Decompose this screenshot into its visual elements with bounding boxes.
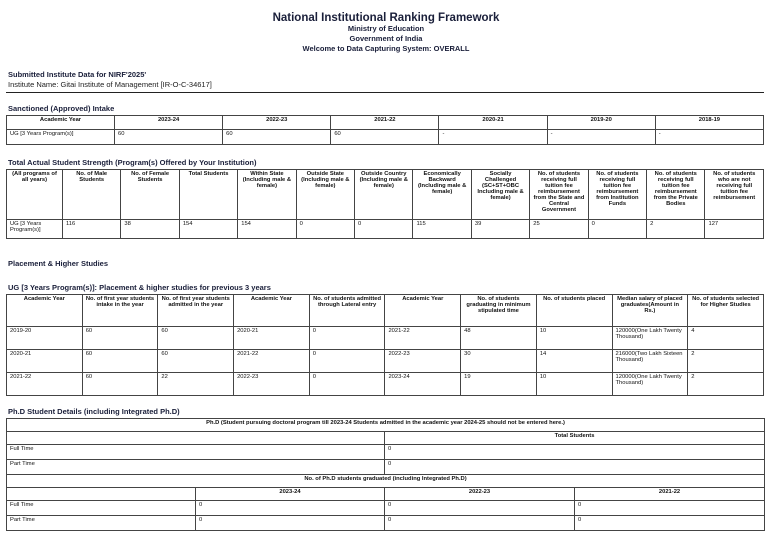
- strength-cell: 154: [238, 220, 296, 239]
- strength-table: [6, 169, 764, 239]
- strength-cell: 116: [63, 220, 121, 239]
- phd-pursuing-title: Ph.D (Student pursuing doctoral program till 2023-24 Students admitted in the academic year 2024-25 should not be entered here.): [7, 419, 765, 432]
- phd-row-value: 0: [385, 501, 575, 516]
- phd-row-value: 0: [196, 516, 385, 531]
- phd-total-heading-row: [7, 432, 765, 445]
- placement-cell: 0: [309, 350, 385, 373]
- placement-cell: 0: [309, 327, 385, 350]
- phd-table: [6, 418, 765, 531]
- placement-header: Academic Year: [234, 295, 310, 327]
- placement-cell: 30: [461, 350, 537, 373]
- phd-graduated-header-row: [7, 488, 765, 501]
- phd-row-value: 0: [385, 445, 765, 460]
- phd-graduated-row: [7, 501, 765, 516]
- institute-name: Institute Name: Gitai Institute of Management [IR-O-C-34617]: [8, 80, 212, 89]
- placement-header: No. of first year students admitted in the year: [158, 295, 234, 327]
- placement-cell: 14: [536, 350, 612, 373]
- phd-pursuing-row: [7, 460, 765, 475]
- intake-cell: 60: [223, 130, 331, 145]
- strength-cell: 0: [588, 220, 646, 239]
- intake-cell: -: [439, 130, 547, 145]
- placement-cell: 60: [158, 327, 234, 350]
- strength-header: No. of students receiving full tuition fee reimbursement from the Private Bodies: [647, 170, 705, 220]
- strength-header: No. of students receiving full tuition fee reimbursement from the State and Central Government: [530, 170, 588, 220]
- placement-header: No. of students placed: [536, 295, 612, 327]
- placement-cell: 60: [158, 350, 234, 373]
- strength-cell: 154: [179, 220, 237, 239]
- strength-header: No. of students who are not receiving full tuition fee reimbursement: [705, 170, 764, 220]
- intake-header: 2022-23: [223, 116, 331, 130]
- placement-cell: 4: [688, 327, 764, 350]
- page-title: National Institutional Ranking Framework: [272, 12, 500, 24]
- placement-section-title: Placement & Higher Studies: [8, 259, 109, 268]
- phd-graduated-heading-row: [7, 475, 765, 488]
- ministry-line: Ministry of Education: [347, 24, 425, 33]
- phd-row-value: 0: [385, 460, 765, 475]
- strength-header: (All programs of all years): [7, 170, 63, 220]
- intake-header: 2023-24: [115, 116, 223, 130]
- phd-graduated-header: 2022-23: [385, 488, 575, 501]
- placement-row: [7, 327, 764, 350]
- strength-header-row: [7, 170, 764, 220]
- intake-header: Academic Year: [7, 116, 115, 130]
- placement-cell: 120000(One Lakh Twenty Thousand): [612, 327, 688, 350]
- placement-cell: 48: [461, 327, 537, 350]
- strength-cell: 115: [413, 220, 471, 239]
- placement-header: No. of students admitted through Lateral entry: [309, 295, 385, 327]
- strength-header: Economically Backward (Including male & female): [413, 170, 471, 220]
- phd-row-label: Part Time: [7, 516, 196, 531]
- placement-cell: 0: [309, 373, 385, 396]
- placement-cell: 2: [688, 373, 764, 396]
- strength-header: Total Students: [179, 170, 237, 220]
- phd-graduated-title: No. of Ph.D students graduated (including Integrated Ph.D): [7, 475, 765, 488]
- intake-row: [7, 130, 764, 145]
- placement-cell: 10: [536, 373, 612, 396]
- placement-header: No. of students graduating in minimum stipulated time: [461, 295, 537, 327]
- intake-cell: 60: [115, 130, 223, 145]
- intake-header: 2020-21: [439, 116, 547, 130]
- placement-cell: 60: [82, 327, 158, 350]
- strength-header: No. of students receiving full tuition fee reimbursement from Institution Funds: [588, 170, 646, 220]
- intake-header-row: [7, 116, 764, 130]
- placement-cell: 2020-21: [7, 350, 83, 373]
- placement-header: Academic Year: [385, 295, 461, 327]
- placement-cell: 2020-21: [234, 327, 310, 350]
- placement-cell: 2022-23: [385, 350, 461, 373]
- intake-header: 2018-19: [655, 116, 763, 130]
- phd-empty-cell: [7, 432, 385, 445]
- strength-title: Total Actual Student Strength (Program(s) Offered by Your Institution): [8, 158, 257, 167]
- placement-row: [7, 350, 764, 373]
- intake-cell: -: [655, 130, 763, 145]
- placement-header: Academic Year: [7, 295, 83, 327]
- divider: [6, 92, 764, 93]
- phd-graduated-header: 2023-24: [196, 488, 385, 501]
- placement-cell: 60: [82, 350, 158, 373]
- strength-header: Within State (Including male & female): [238, 170, 296, 220]
- placement-title: UG [3 Years Program(s)]: Placement & higher studies for previous 3 years: [8, 283, 271, 292]
- intake-cell: 60: [331, 130, 439, 145]
- placement-cell: 2022-23: [234, 373, 310, 396]
- placement-cell: 10: [536, 327, 612, 350]
- placement-cell: 22: [158, 373, 234, 396]
- intake-header: 2021-22: [331, 116, 439, 130]
- strength-cell: 2: [647, 220, 705, 239]
- placement-cell: 2: [688, 350, 764, 373]
- strength-row: [7, 220, 764, 239]
- placement-header: No. of first year students intake in the year: [82, 295, 158, 327]
- strength-header: No. of Male Students: [63, 170, 121, 220]
- phd-graduated-row: [7, 516, 765, 531]
- page-header: [0, 12, 772, 54]
- phd-pursuing-row: [7, 445, 765, 460]
- phd-row-value: 0: [575, 501, 765, 516]
- intake-table: [6, 115, 764, 145]
- placement-cell: 216000(Two Lakh Sixteen Thousand): [612, 350, 688, 373]
- phd-row-value: 0: [575, 516, 765, 531]
- phd-title: Ph.D Student Details (including Integrated Ph.D): [8, 407, 180, 416]
- placement-cell: 2023-24: [385, 373, 461, 396]
- placement-row: [7, 373, 764, 396]
- strength-header: Socially Challenged (SC+ST+OBC Including male & female): [471, 170, 529, 220]
- strength-cell: 38: [121, 220, 179, 239]
- phd-graduated-header: [7, 488, 196, 501]
- phd-row-label: Full Time: [7, 501, 196, 516]
- strength-header: Outside State (Including male & female): [296, 170, 354, 220]
- placement-cell: 2019-20: [7, 327, 83, 350]
- phd-total-students-header: Total Students: [385, 432, 765, 445]
- placement-table: [6, 294, 764, 396]
- phd-row-label: Full Time: [7, 445, 385, 460]
- strength-cell: 0: [355, 220, 413, 239]
- placement-header: Median salary of placed graduates(Amount in Rs.): [612, 295, 688, 327]
- phd-pursuing-heading-row: [7, 419, 765, 432]
- welcome-line: Welcome to Data Capturing System: OVERALL: [302, 44, 470, 53]
- placement-cell: 19: [461, 373, 537, 396]
- placement-header-row: [7, 295, 764, 327]
- submission-title: Submitted Institute Data for NIRF'2025': [8, 70, 147, 79]
- placement-cell: 2021-22: [385, 327, 461, 350]
- strength-header: No. of Female Students: [121, 170, 179, 220]
- strength-header: Outside Country (Including male & female): [355, 170, 413, 220]
- placement-cell: 2021-22: [7, 373, 83, 396]
- placement-cell: 2021-22: [234, 350, 310, 373]
- strength-cell: 39: [471, 220, 529, 239]
- placement-header: No. of students selected for Higher Studies: [688, 295, 764, 327]
- strength-cell: UG [3 Years Program(s)]: [7, 220, 63, 239]
- strength-cell: 0: [296, 220, 354, 239]
- phd-row-value: 0: [196, 501, 385, 516]
- strength-cell: 25: [530, 220, 588, 239]
- intake-title: Sanctioned (Approved) Intake: [8, 104, 115, 113]
- strength-cell: 127: [705, 220, 764, 239]
- intake-cell: UG [3 Years Program(s)]: [7, 130, 115, 145]
- phd-graduated-header: 2021-22: [575, 488, 765, 501]
- intake-header: 2019-20: [547, 116, 655, 130]
- intake-cell: -: [547, 130, 655, 145]
- government-line: Government of India: [349, 34, 423, 43]
- placement-cell: 120000(One Lakh Twenty Thousand): [612, 373, 688, 396]
- placement-cell: 60: [82, 373, 158, 396]
- phd-row-value: 0: [385, 516, 575, 531]
- phd-row-label: Part Time: [7, 460, 385, 475]
